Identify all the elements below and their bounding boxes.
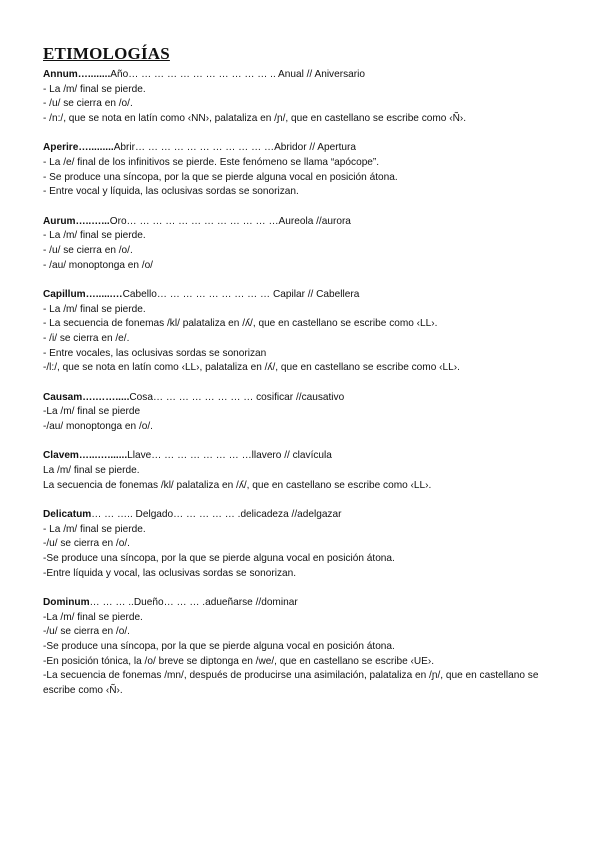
derivatives: Cabello… … … … … … … … … Capilar // Cabellera <box>122 289 360 301</box>
entry-heading <box>43 391 563 406</box>
latin-word: Causam….……..... <box>43 391 130 403</box>
rule-line: - /i/ se cierra en /e/. <box>43 332 130 344</box>
entry-aperire <box>43 141 563 199</box>
latin-word: Delicatum <box>43 509 92 521</box>
entry-causam <box>43 391 563 435</box>
entry-clavem <box>43 449 563 493</box>
entry-heading <box>43 449 563 464</box>
rule-line: - /au/ monoptonga en /o/ <box>43 259 153 271</box>
rule-line: La /m/ final se pierde. <box>43 465 140 477</box>
rule-line: - Se produce una síncopa, por la que se pierde alguna vocal en posición átona. <box>43 171 398 183</box>
rule-line: - La /m/ final se pierde. <box>43 83 146 95</box>
rule-line: -La secuencia de fonemas /mn/, después de producirse una asimilación, palataliza en /ɲ/, que en castellano se escribe como ‹Ñ›. <box>43 670 539 696</box>
rule-line: -La /m/ final se pierde. <box>43 611 143 623</box>
entry-heading <box>43 288 563 303</box>
latin-word: Dominum <box>43 597 90 609</box>
rule-line: La secuencia de fonemas /kl/ palataliza en /ʎ/, que en castellano se escribe como ‹LL›. <box>43 479 432 491</box>
rule-line: -Entre líquida y vocal, las oclusivas sordas se sonorizan. <box>43 567 297 579</box>
latin-word: Annum…........ <box>43 69 111 80</box>
derivatives: Año… … … … … … … … … … … .. Anual // Aniversario <box>110 69 365 80</box>
entry-capillum <box>43 288 563 376</box>
page-title: ETIMOLOGÍAS <box>43 44 170 63</box>
derivatives: … … ….. Delgado… … … … … .delicadeza //adelgazar <box>91 509 342 521</box>
derivatives: Abrir… … … … … … … … … … …Abridor // Apertura <box>113 142 356 154</box>
entry-heading <box>43 68 563 83</box>
entry-heading <box>43 141 563 156</box>
entry-dominum <box>43 596 563 698</box>
rule-line: - /n:/, que se nota en latín como ‹NN›, palataliza en /ɲ/, que en castellano se escribe como ‹Ñ›. <box>43 112 467 124</box>
entry-aurum <box>43 215 563 273</box>
entry-heading <box>43 508 563 523</box>
rule-line: - La /m/ final se pierde. <box>43 523 146 535</box>
entry-annum <box>43 68 563 126</box>
entry-heading <box>43 596 563 611</box>
entry-heading <box>43 215 563 230</box>
rule-line: - La secuencia de fonemas /kl/ palataliza en /ʎ/, que en castellano se escribe como ‹LL›. <box>43 318 438 330</box>
rule-line: -/u/ se cierra en /o/. <box>43 626 130 638</box>
derivatives: Llave… … … … … … … …llavero // clavícula <box>127 450 332 462</box>
rule-line: -La /m/ final se pierde <box>43 406 141 418</box>
rule-line: -Se produce una síncopa, por la que se pierde alguna vocal en posición átona. <box>43 641 395 652</box>
latin-word: Capillum…......… <box>43 289 123 301</box>
rule-line: - /u/ se cierra en /o/. <box>43 98 133 110</box>
derivatives: … … … ..Dueño… … … .adueñarse //dominar <box>89 597 298 609</box>
latin-word: Clavem…...…....... <box>43 450 128 462</box>
rule-line: - Entre vocal y líquida, las oclusivas sordas se sonorizan. <box>43 186 299 198</box>
rule-line: - La /e/ final de los infinitivos se pierde. Este fenómeno se llama “apócope”. <box>43 156 380 168</box>
rule-line: - /u/ se cierra en /o/. <box>43 244 133 256</box>
rule-line: -/u/ se cierra en /o/. <box>43 538 130 550</box>
rule-line: -En posición tónica, la /o/ breve se diptonga en /we/, que en castellano se escribe ‹UE›. <box>43 655 435 667</box>
rule-line: -Se produce una síncopa, por la que se pierde alguna vocal en posición átona. <box>43 553 395 565</box>
latin-word: Aperire…......... <box>43 142 114 154</box>
rule-line: -/l:/, que se nota en latín como ‹LL›, palataliza en /ʎ/, que en castellano se escribe como ‹LL›. <box>43 362 460 374</box>
rule-line: -/au/ monoptonga en /o/. <box>43 420 153 432</box>
rule-line: - La /m/ final se pierde. <box>43 230 146 242</box>
derivatives: Cosa… … … … … … … … cosificar //causativo <box>129 391 345 403</box>
document <box>43 44 563 713</box>
rule-line: - Entre vocales, las oclusivas sordas se sonorizan <box>43 347 267 359</box>
derivatives: Oro… … … … … … … … … … … …Aureola //aurora <box>109 215 351 227</box>
latin-word: Aurum…..…... <box>43 215 110 227</box>
entry-delicatum <box>43 508 563 581</box>
rule-line: - La /m/ final se pierde. <box>43 303 146 315</box>
